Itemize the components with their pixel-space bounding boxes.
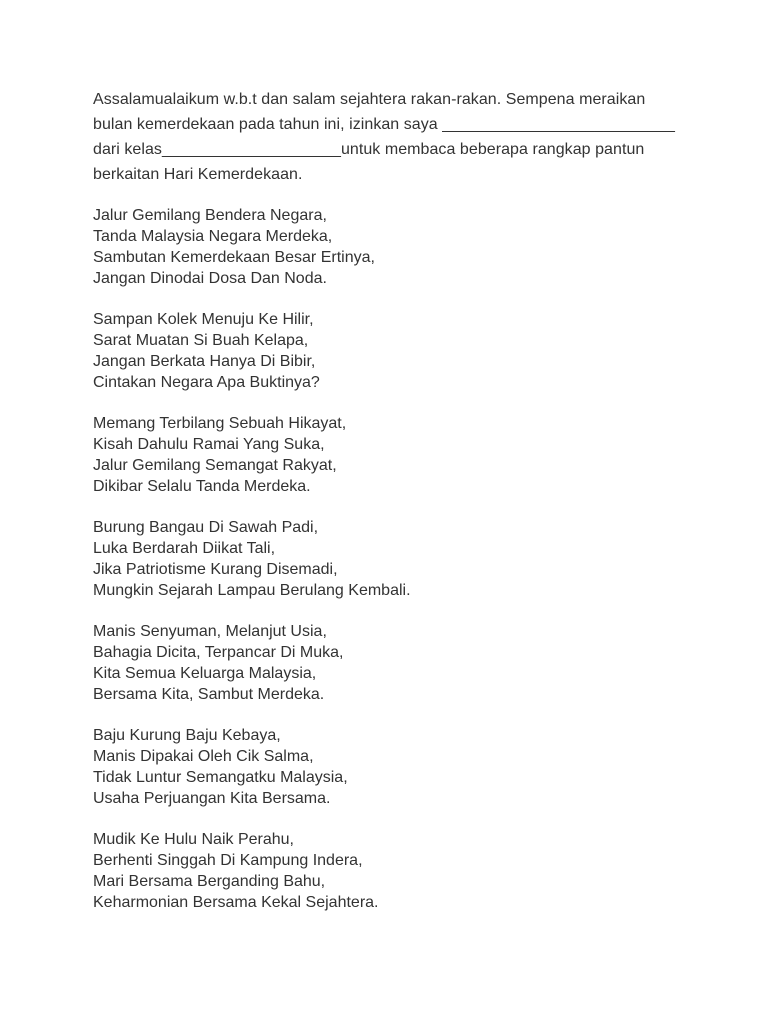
pantun-line: Kita Semua Keluarga Malaysia, (93, 665, 317, 682)
pantun-line: Sampan Kolek Menuju Ke Hilir, (93, 311, 314, 328)
pantun-line: Usaha Perjuangan Kita Bersama. (93, 790, 331, 807)
pantun-stanza (93, 309, 683, 393)
pantun-line: Tidak Luntur Semangatku Malaysia, (93, 769, 348, 786)
pantun-line: Baju Kurung Baju Kebaya, (93, 727, 281, 744)
pantun-line: Jika Patriotisme Kurang Disemadi, (93, 561, 338, 578)
pantun-stanza (93, 413, 683, 497)
pantun-stanza (93, 205, 683, 289)
pantun-line: Bersama Kita, Sambut Merdeka. (93, 686, 325, 703)
pantun-stanza (93, 621, 683, 705)
pantun-line: Jalur Gemilang Bendera Negara, (93, 207, 327, 224)
pantun-line: Manis Senyuman, Melanjut Usia, (93, 623, 327, 640)
intro-paragraph (93, 87, 683, 187)
document-page (93, 87, 683, 933)
pantun-stanza (93, 829, 683, 913)
pantun-line: Burung Bangau Di Sawah Padi, (93, 519, 319, 536)
pantun-line: Dikibar Selalu Tanda Merdeka. (93, 478, 311, 495)
intro-line: berkaitan Hari Kemerdekaan. (93, 166, 303, 183)
pantun-line: Cintakan Negara Apa Buktinya? (93, 374, 320, 391)
pantun-line: Mungkin Sejarah Lampau Berulang Kembali. (93, 582, 411, 599)
pantun-line: Mudik Ke Hulu Naik Perahu, (93, 831, 294, 848)
pantun-line: Tanda Malaysia Negara Merdeka, (93, 228, 333, 245)
intro-line: Assalamualaikum w.b.t dan salam sejahtera rakan-rakan. Sempena meraikan (93, 91, 646, 108)
pantun-line: Luka Berdarah Diikat Tali, (93, 540, 276, 557)
pantun-line: Sarat Muatan Si Buah Kelapa, (93, 332, 309, 349)
pantun-line: Bahagia Dicita, Terpancar Di Muka, (93, 644, 344, 661)
pantun-line: Mari Bersama Berganding Bahu, (93, 873, 326, 890)
intro-line: bulan kemerdekaan pada tahun ini, izinkan saya __________________________ (93, 116, 675, 133)
pantun-line: Sambutan Kemerdekaan Besar Ertinya, (93, 249, 375, 266)
pantun-line: Manis Dipakai Oleh Cik Salma, (93, 748, 314, 765)
pantun-line: Kisah Dahulu Ramai Yang Suka, (93, 436, 325, 453)
intro-line: dari kelas____________________untuk membaca beberapa rangkap pantun (93, 141, 645, 158)
pantun-line: Keharmonian Bersama Kekal Sejahtera. (93, 894, 379, 911)
pantun-line: Jangan Dinodai Dosa Dan Noda. (93, 270, 327, 287)
pantun-line: Jalur Gemilang Semangat Rakyat, (93, 457, 337, 474)
pantun-line: Memang Terbilang Sebuah Hikayat, (93, 415, 347, 432)
pantun-stanza (93, 517, 683, 601)
pantun-line: Jangan Berkata Hanya Di Bibir, (93, 353, 316, 370)
pantun-stanza (93, 725, 683, 809)
pantun-line: Berhenti Singgah Di Kampung Indera, (93, 852, 363, 869)
